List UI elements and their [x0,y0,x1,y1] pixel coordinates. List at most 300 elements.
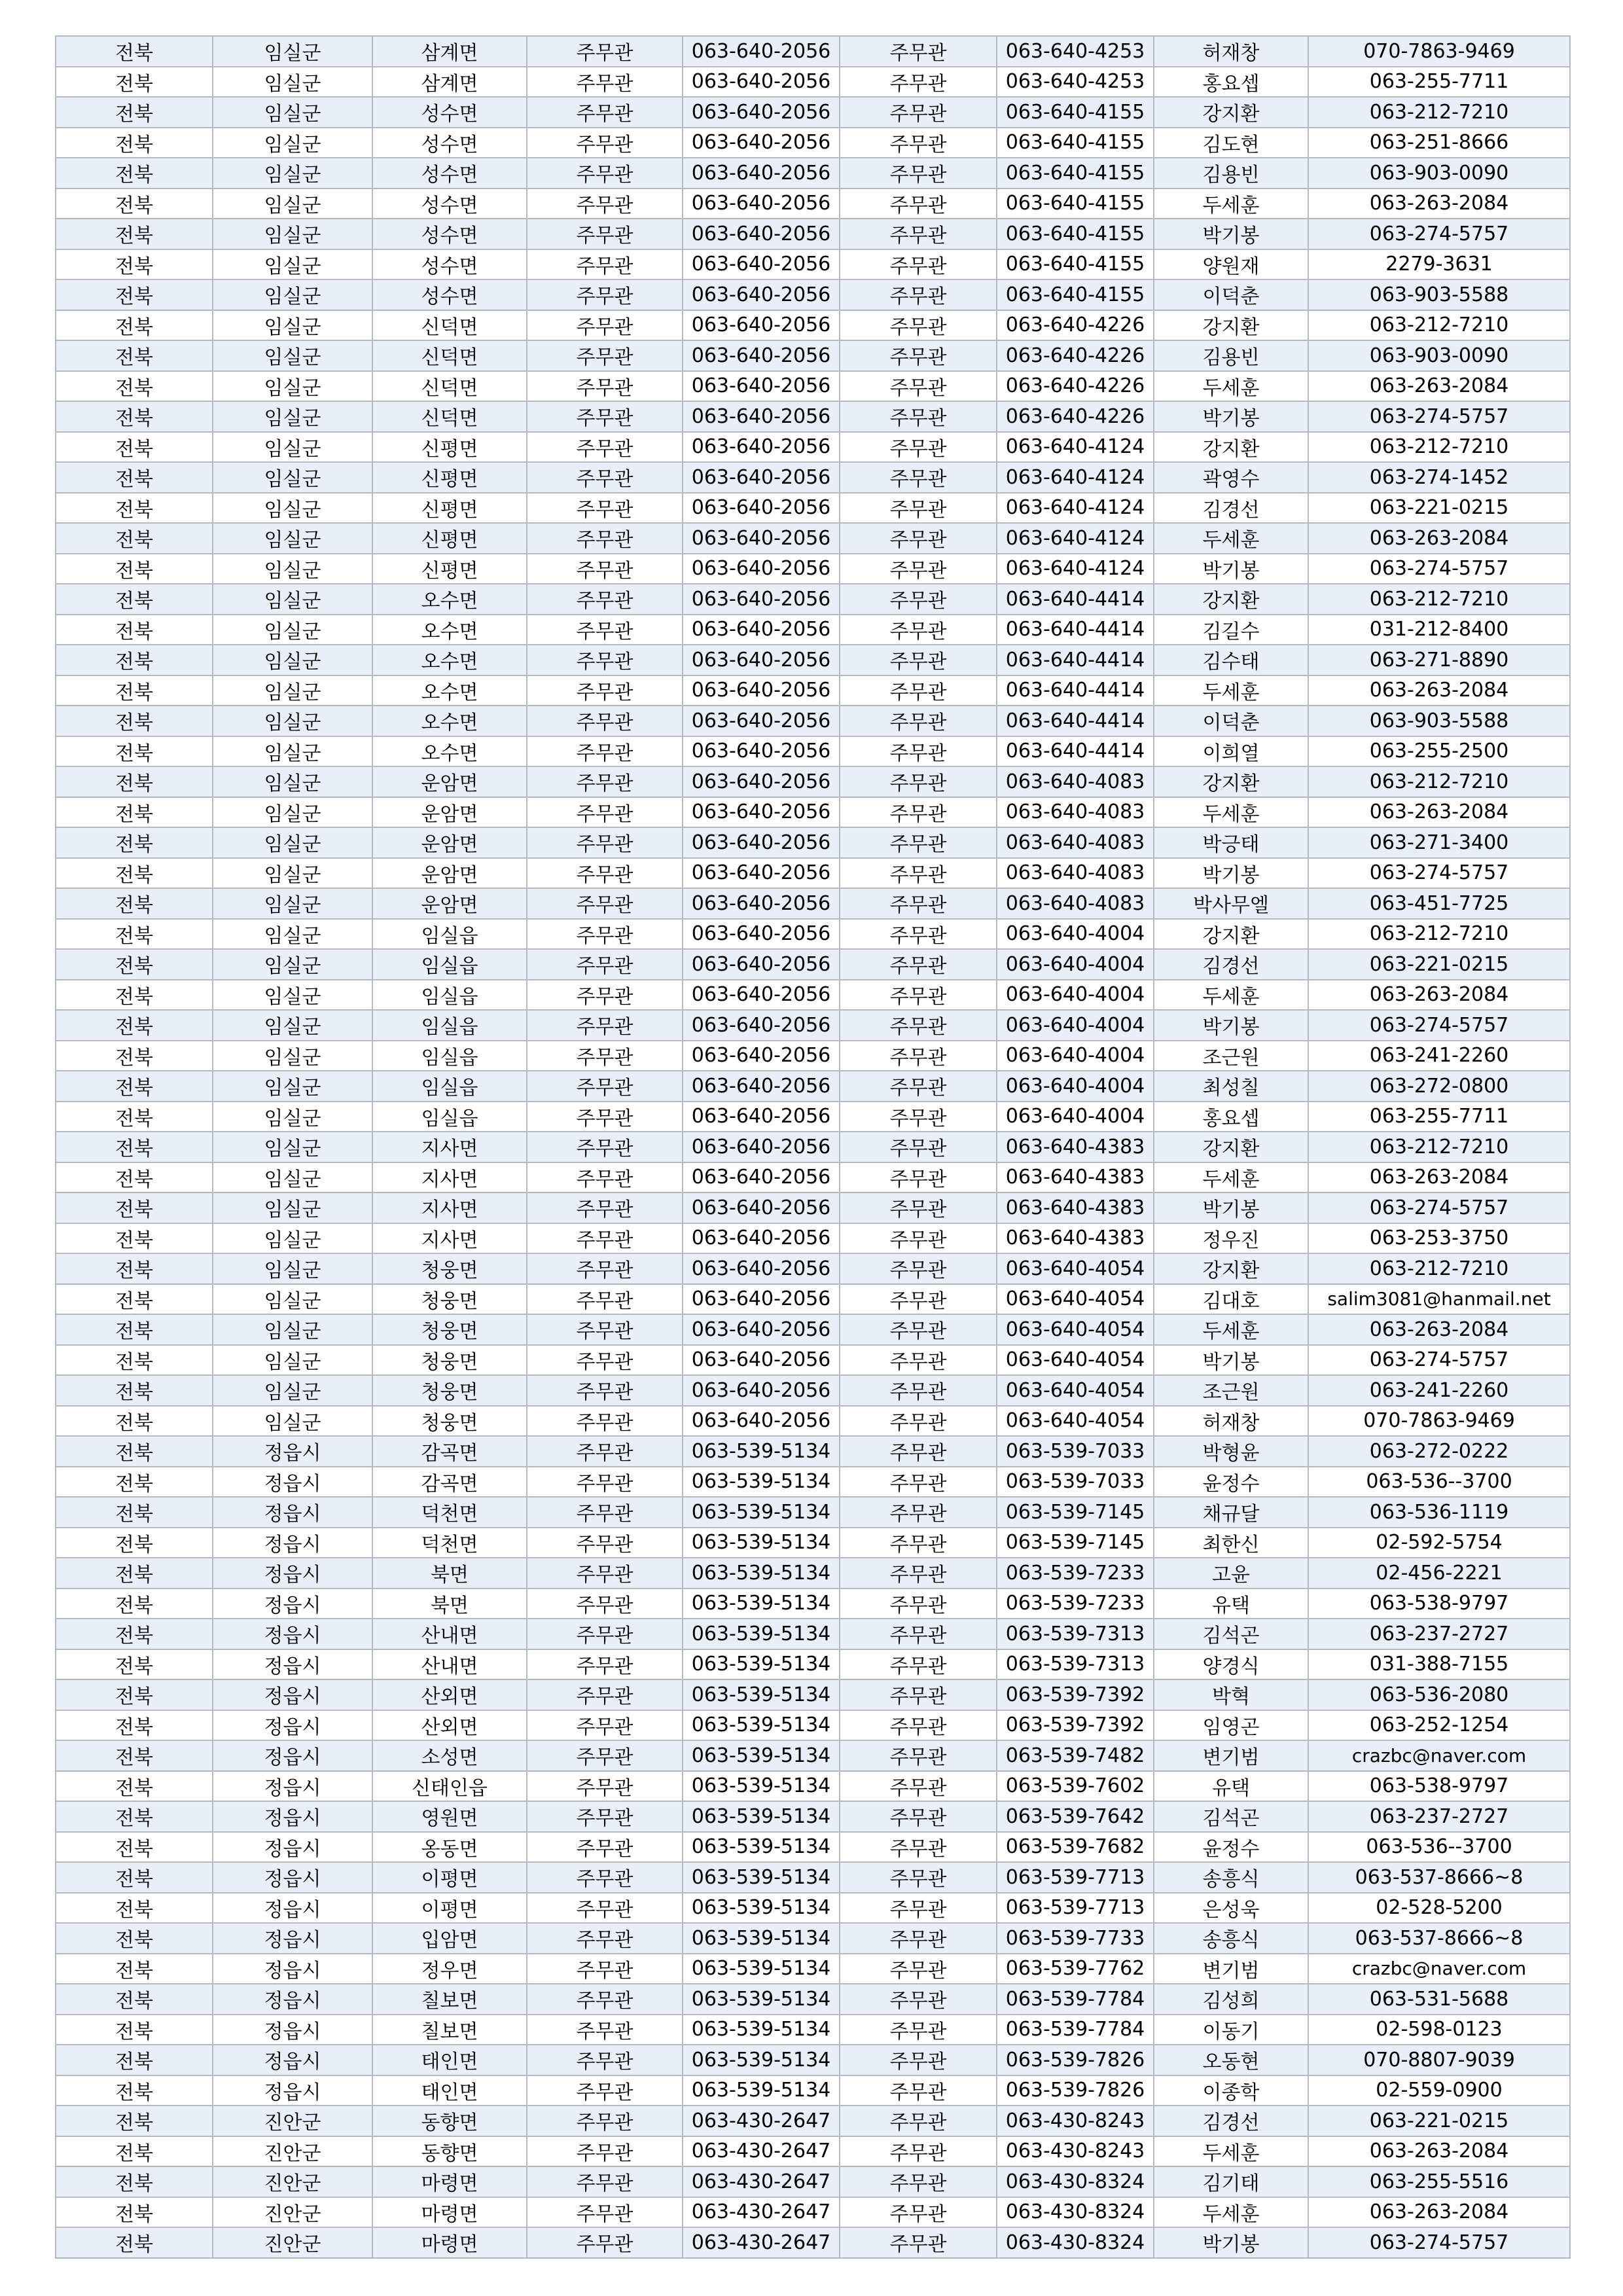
office-phone-cell: 063-640-2056 [683,919,840,950]
office-phone-cell: 063-640-2056 [683,219,840,249]
title2-cell: 주무관 [840,615,997,645]
district-cell: 덕천면 [372,1497,527,1528]
name-cell: 김경선 [1154,2106,1308,2136]
contact-cell: 063-212-7210 [1308,1132,1570,1162]
district-cell: 산내면 [372,1649,527,1680]
title-cell: 주무관 [527,858,683,889]
title2-cell: 주무관 [840,554,997,584]
name-cell: 강지환 [1154,97,1308,128]
title2-cell: 주무관 [840,249,997,280]
title-cell: 주무관 [527,310,683,341]
contact-cell: 063-255-7711 [1308,67,1570,98]
title-cell: 주무관 [527,523,683,554]
district-cell: 임실읍 [372,919,527,950]
city-cell: 정읍시 [213,1862,372,1893]
title-cell: 주무관 [527,1193,683,1223]
province-cell: 전북 [56,340,213,371]
district-cell: 정우면 [372,1954,527,1984]
city-cell: 임실군 [213,219,372,249]
title2-cell: 주무관 [840,1832,997,1863]
office-phone-cell: 063-640-2056 [683,1102,840,1132]
title-cell: 주무관 [527,188,683,219]
contact-cell: 063-251-8666 [1308,128,1570,158]
contact-cell: 063-212-7210 [1308,766,1570,797]
table-row [56,1406,1570,1437]
name-cell: 박기봉 [1154,401,1308,432]
direct-phone-cell: 063-640-4083 [997,858,1154,889]
district-cell: 감곡면 [372,1436,527,1467]
office-phone-cell: 063-539-5134 [683,1771,840,1802]
province-cell: 전북 [56,2136,213,2167]
office-phone-cell: 063-640-2056 [683,249,840,280]
city-cell: 정읍시 [213,1984,372,2015]
direct-phone-cell: 063-640-4383 [997,1223,1154,1254]
direct-phone-cell: 063-539-7313 [997,1649,1154,1680]
direct-phone-cell: 063-640-4083 [997,797,1154,828]
district-cell: 지사면 [372,1162,527,1193]
direct-phone-cell: 063-640-4054 [997,1345,1154,1376]
title-cell: 주무관 [527,97,683,128]
province-cell: 전북 [56,2045,213,2075]
province-cell: 전북 [56,2106,213,2136]
office-phone-cell: 063-640-2056 [683,340,840,371]
district-cell: 이평면 [372,1893,527,1924]
table-row [56,2075,1570,2106]
city-cell: 임실군 [213,523,372,554]
district-cell: 운암면 [372,766,527,797]
district-cell: 청웅면 [372,1406,527,1437]
district-cell: 삼계면 [372,36,527,67]
contact-cell: 063-263-2084 [1308,675,1570,706]
contact-cell: 02-528-5200 [1308,1893,1570,1924]
province-cell: 전북 [56,1193,213,1223]
city-cell: 임실군 [213,1102,372,1132]
direct-phone-cell: 063-539-7482 [997,1740,1154,1771]
office-phone-cell: 063-539-5134 [683,1893,840,1924]
title-cell: 주무관 [527,2197,683,2228]
direct-phone-cell: 063-640-4226 [997,310,1154,341]
city-cell: 임실군 [213,888,372,919]
office-phone-cell: 063-539-5134 [683,1588,840,1619]
contact-cell: 063-271-8890 [1308,645,1570,675]
office-phone-cell: 063-640-2056 [683,736,840,767]
direct-phone-cell: 063-539-7682 [997,1832,1154,1863]
district-cell: 오수면 [372,615,527,645]
direct-phone-cell: 063-640-4383 [997,1193,1154,1223]
title2-cell: 주무관 [840,584,997,615]
district-cell: 성수면 [372,279,527,310]
city-cell: 임실군 [213,1010,372,1041]
office-phone-cell: 063-539-5134 [683,1436,840,1467]
province-cell: 전북 [56,1284,213,1315]
title-cell: 주무관 [527,1436,683,1467]
table-row [56,554,1570,584]
city-cell: 정읍시 [213,1710,372,1741]
name-cell: 이종학 [1154,2075,1308,2106]
office-phone-cell: 063-640-2056 [683,1406,840,1437]
title-cell: 주무관 [527,1862,683,1893]
contact-cell: 063-274-5757 [1308,401,1570,432]
direct-phone-cell: 063-640-4124 [997,462,1154,493]
table-row [56,1588,1570,1619]
title2-cell: 주무관 [840,858,997,889]
district-cell: 이평면 [372,1862,527,1893]
district-cell: 북면 [372,1588,527,1619]
name-cell: 김석곤 [1154,1619,1308,1649]
direct-phone-cell: 063-640-4083 [997,827,1154,858]
table-row [56,2045,1570,2075]
name-cell: 박기봉 [1154,554,1308,584]
province-cell: 전북 [56,2197,213,2228]
district-cell: 신덕면 [372,371,527,402]
table-row [56,1740,1570,1771]
office-phone-cell: 063-539-5134 [683,1984,840,2015]
name-cell: 은성욱 [1154,1893,1308,1924]
table-row [56,2106,1570,2136]
table-row [56,1984,1570,2015]
province-cell: 전북 [56,432,213,463]
city-cell: 임실군 [213,858,372,889]
district-cell: 덕천면 [372,1528,527,1558]
direct-phone-cell: 063-640-4155 [997,279,1154,310]
contact-cell: 063-212-7210 [1308,310,1570,341]
city-cell: 임실군 [213,1223,372,1254]
contact-cell: 063-274-1452 [1308,462,1570,493]
direct-phone-cell: 063-640-4083 [997,766,1154,797]
province-cell: 전북 [56,858,213,889]
table-row [56,1375,1570,1406]
province-cell: 전북 [56,1862,213,1893]
district-cell: 청웅면 [372,1253,527,1284]
name-cell: 두세훈 [1154,675,1308,706]
contact-cell: 063-263-2084 [1308,797,1570,828]
province-cell: 전북 [56,1132,213,1162]
contact-cell: 063-274-5757 [1308,1010,1570,1041]
name-cell: 두세훈 [1154,523,1308,554]
contact-cell: 070-8807-9039 [1308,2045,1570,2075]
name-cell: 윤정수 [1154,1467,1308,1498]
province-cell: 전북 [56,736,213,767]
contact-cell: 063-237-2727 [1308,1619,1570,1649]
city-cell: 임실군 [213,1162,372,1193]
title2-cell: 주무관 [840,1862,997,1893]
contact-cell: 070-7863-9469 [1308,1406,1570,1437]
city-cell: 임실군 [213,675,372,706]
contact-cell: 063-274-5757 [1308,219,1570,249]
table-row [56,1497,1570,1528]
direct-phone-cell: 063-640-4155 [997,128,1154,158]
title2-cell: 주무관 [840,2015,997,2045]
title-cell: 주무관 [527,797,683,828]
contact-cell: 031-212-8400 [1308,615,1570,645]
direct-phone-cell: 063-430-8324 [997,2197,1154,2228]
province-cell: 전북 [56,1893,213,1924]
city-cell: 정읍시 [213,2075,372,2106]
title-cell: 주무관 [527,1223,683,1254]
contact-cell: salim3081@hanmail.net [1308,1284,1570,1315]
table-row [56,36,1570,67]
province-cell: 전북 [56,645,213,675]
district-cell: 성수면 [372,128,527,158]
province-cell: 전북 [56,249,213,280]
title2-cell: 주무관 [840,1345,997,1376]
province-cell: 전북 [56,1436,213,1467]
title2-cell: 주무관 [840,1223,997,1254]
title-cell: 주무관 [527,1588,683,1619]
city-cell: 정읍시 [213,1893,372,1924]
direct-phone-cell: 063-539-7033 [997,1467,1154,1498]
office-phone-cell: 063-640-2056 [683,554,840,584]
table-row [56,706,1570,736]
table-row [56,67,1570,98]
title-cell: 주무관 [527,675,683,706]
title2-cell: 주무관 [840,766,997,797]
office-phone-cell: 063-430-2647 [683,2166,840,2197]
district-cell: 성수면 [372,249,527,280]
title2-cell: 주무관 [840,1801,997,1832]
district-cell: 청웅면 [372,1375,527,1406]
contact-cell: 063-255-2500 [1308,736,1570,767]
district-cell: 신평면 [372,493,527,524]
direct-phone-cell: 063-640-4155 [997,249,1154,280]
district-cell: 임실읍 [372,1102,527,1132]
district-cell: 영원면 [372,1801,527,1832]
name-cell: 이희열 [1154,736,1308,767]
office-phone-cell: 063-539-5134 [683,1619,840,1649]
name-cell: 박기봉 [1154,1010,1308,1041]
district-cell: 칠보면 [372,1984,527,2015]
direct-phone-cell: 063-430-8324 [997,2166,1154,2197]
title-cell: 주무관 [527,1528,683,1558]
title-cell: 주무관 [527,645,683,675]
contact-cell: 063-263-2084 [1308,188,1570,219]
name-cell: 강지환 [1154,1253,1308,1284]
table-row [56,858,1570,889]
province-cell: 전북 [56,1740,213,1771]
direct-phone-cell: 063-640-4004 [997,949,1154,980]
name-cell: 강지환 [1154,584,1308,615]
province-cell: 전북 [56,1010,213,1041]
name-cell: 강지환 [1154,310,1308,341]
title2-cell: 주무관 [840,432,997,463]
title-cell: 주무관 [527,1984,683,2015]
title2-cell: 주무관 [840,1954,997,1984]
contact-cell: 063-536--3700 [1308,1832,1570,1863]
office-phone-cell: 063-539-5134 [683,2015,840,2045]
table-row [56,310,1570,341]
name-cell: 변기범 [1154,1740,1308,1771]
office-phone-cell: 063-640-2056 [683,827,840,858]
contact-cell: 063-263-2084 [1308,1314,1570,1345]
title2-cell: 주무관 [840,1771,997,1802]
title2-cell: 주무관 [840,493,997,524]
table-row [56,797,1570,828]
title2-cell: 주무관 [840,1102,997,1132]
district-cell: 옹동면 [372,1832,527,1863]
province-cell: 전북 [56,615,213,645]
city-cell: 정읍시 [213,1954,372,1984]
title-cell: 주무관 [527,1771,683,1802]
title-cell: 주무관 [527,36,683,67]
title2-cell: 주무관 [840,706,997,736]
contact-cell: 063-212-7210 [1308,584,1570,615]
title2-cell: 주무관 [840,1375,997,1406]
title2-cell: 주무관 [840,219,997,249]
title-cell: 주무관 [527,1010,683,1041]
province-cell: 전북 [56,279,213,310]
title2-cell: 주무관 [840,1679,997,1710]
title-cell: 주무관 [527,1832,683,1863]
title-cell: 주무관 [527,980,683,1011]
contact-cell: 063-241-2260 [1308,1041,1570,1071]
name-cell: 허재창 [1154,1406,1308,1437]
province-cell: 전북 [56,1071,213,1102]
direct-phone-cell: 063-640-4124 [997,432,1154,463]
direct-phone-cell: 063-539-7145 [997,1497,1154,1528]
district-cell: 신평면 [372,462,527,493]
contact-cell: 02-559-0900 [1308,2075,1570,2106]
direct-phone-cell: 063-640-4004 [997,1010,1154,1041]
city-cell: 정읍시 [213,1528,372,1558]
name-cell: 임영곤 [1154,1710,1308,1741]
table-row [56,279,1570,310]
office-phone-cell: 063-539-5134 [683,1528,840,1558]
title2-cell: 주무관 [840,1893,997,1924]
city-cell: 임실군 [213,340,372,371]
office-phone-cell: 063-640-2056 [683,1223,840,1254]
contact-cell: 063-253-3750 [1308,1223,1570,1254]
city-cell: 정읍시 [213,2045,372,2075]
district-cell: 태인면 [372,2045,527,2075]
contact-cell: 063-212-7210 [1308,1253,1570,1284]
direct-phone-cell: 063-539-7713 [997,1893,1154,1924]
district-cell: 칠보면 [372,2015,527,2045]
title-cell: 주무관 [527,1893,683,1924]
table-row [56,919,1570,950]
city-cell: 임실군 [213,645,372,675]
name-cell: 박기봉 [1154,2227,1308,2258]
district-cell: 신덕면 [372,310,527,341]
province-cell: 전북 [56,1497,213,1528]
table-row [56,1679,1570,1710]
contact-cell: 063-274-5757 [1308,554,1570,584]
province-cell: 전북 [56,1649,213,1680]
city-cell: 정읍시 [213,2015,372,2045]
contact-cell: 063-451-7725 [1308,888,1570,919]
province-cell: 전북 [56,1406,213,1437]
title-cell: 주무관 [527,1071,683,1102]
direct-phone-cell: 063-640-4414 [997,645,1154,675]
office-phone-cell: 063-640-2056 [683,401,840,432]
district-cell: 청웅면 [372,1345,527,1376]
contact-cell: 02-598-0123 [1308,2015,1570,2045]
direct-phone-cell: 063-430-8324 [997,2227,1154,2258]
title2-cell: 주무관 [840,1041,997,1071]
title2-cell: 주무관 [840,1497,997,1528]
office-phone-cell: 063-640-2056 [683,1314,840,1345]
office-phone-cell: 063-539-5134 [683,1832,840,1863]
direct-phone-cell: 063-640-4155 [997,158,1154,188]
city-cell: 임실군 [213,1132,372,1162]
office-phone-cell: 063-640-2056 [683,523,840,554]
district-cell: 입암면 [372,1923,527,1954]
title2-cell: 주무관 [840,949,997,980]
city-cell: 임실군 [213,401,372,432]
table-row [56,1862,1570,1893]
table-row [56,2166,1570,2197]
table-row [56,1041,1570,1071]
title2-cell: 주무관 [840,1253,997,1284]
province-cell: 전북 [56,919,213,950]
contact-cell: 070-7863-9469 [1308,36,1570,67]
office-phone-cell: 063-640-2056 [683,1284,840,1315]
province-cell: 전북 [56,827,213,858]
table-row [56,827,1570,858]
title2-cell: 주무관 [840,1923,997,1954]
table-row [56,949,1570,980]
title2-cell: 주무관 [840,158,997,188]
title-cell: 주무관 [527,219,683,249]
name-cell: 조근원 [1154,1041,1308,1071]
contact-cell: 063-274-5757 [1308,2227,1570,2258]
province-cell: 전북 [56,584,213,615]
province-cell: 전북 [56,1710,213,1741]
title2-cell: 주무관 [840,827,997,858]
title-cell: 주무관 [527,128,683,158]
name-cell: 고윤 [1154,1558,1308,1588]
district-cell: 청웅면 [372,1284,527,1315]
province-cell: 전북 [56,1375,213,1406]
title2-cell: 주무관 [840,1162,997,1193]
title2-cell: 주무관 [840,1436,997,1467]
city-cell: 임실군 [213,980,372,1011]
name-cell: 정우진 [1154,1223,1308,1254]
contact-cell: 063-212-7210 [1308,919,1570,950]
direct-phone-cell: 063-640-4414 [997,584,1154,615]
city-cell: 임실군 [213,1284,372,1315]
contact-cell: 031-388-7155 [1308,1649,1570,1680]
province-cell: 전북 [56,1102,213,1132]
title-cell: 주무관 [527,493,683,524]
title2-cell: 주무관 [840,340,997,371]
contact-cell: 063-274-5757 [1308,1345,1570,1376]
city-cell: 임실군 [213,310,372,341]
name-cell: 최성칠 [1154,1071,1308,1102]
title2-cell: 주무관 [840,1710,997,1741]
district-cell: 성수면 [372,188,527,219]
city-cell: 임실군 [213,1375,372,1406]
table-row [56,2197,1570,2228]
name-cell: 두세훈 [1154,2136,1308,2167]
name-cell: 박형윤 [1154,1436,1308,1467]
title2-cell: 주무관 [840,67,997,98]
name-cell: 김용빈 [1154,158,1308,188]
office-phone-cell: 063-539-5134 [683,1497,840,1528]
title-cell: 주무관 [527,2227,683,2258]
name-cell: 강지환 [1154,766,1308,797]
table-row [56,1923,1570,1954]
title-cell: 주무관 [527,1253,683,1284]
province-cell: 전북 [56,675,213,706]
office-phone-cell: 063-640-2056 [683,797,840,828]
direct-phone-cell: 063-640-4414 [997,675,1154,706]
name-cell: 김용빈 [1154,340,1308,371]
city-cell: 진안군 [213,2197,372,2228]
title-cell: 주무관 [527,340,683,371]
district-cell: 산외면 [372,1710,527,1741]
district-cell: 오수면 [372,706,527,736]
direct-phone-cell: 063-640-4124 [997,554,1154,584]
